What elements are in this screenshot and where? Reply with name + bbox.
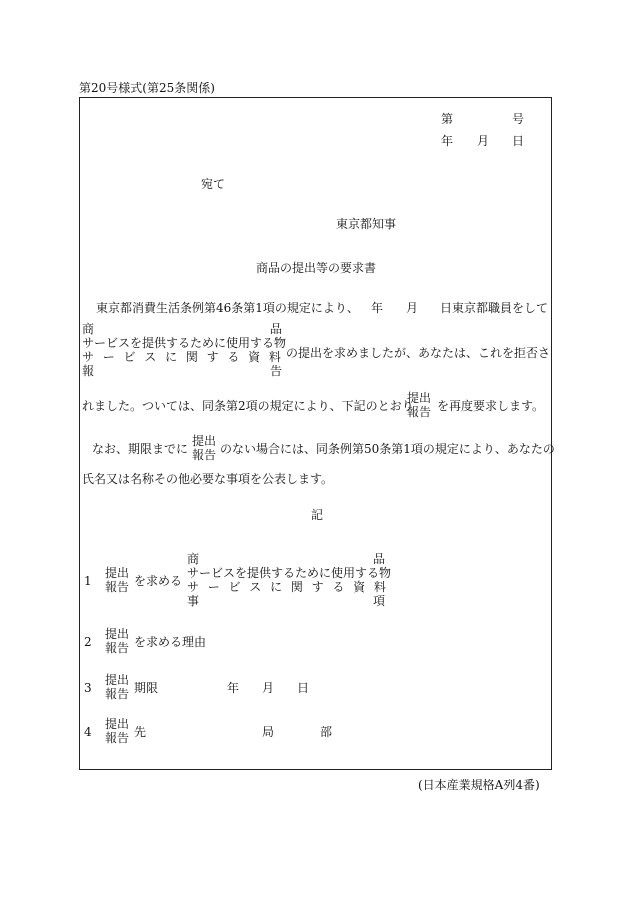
item3-day: 日 xyxy=(297,681,310,695)
item3-text: 期限 xyxy=(134,681,159,695)
item4-number: 4 xyxy=(84,725,92,739)
body-p3-start: れました。ついては、同条第2項の規定により、下記のとおり xyxy=(82,399,414,413)
form-frame xyxy=(79,97,552,770)
date-day-label: 日 xyxy=(512,134,525,148)
item3-year: 年 xyxy=(227,681,240,695)
choice-top-right: 品 xyxy=(270,322,283,336)
ki-heading: 記 xyxy=(311,508,324,522)
item4-bu: 部 xyxy=(320,725,333,739)
item3-choice-stack: 提出 報告 xyxy=(105,673,130,701)
item1-top-right: 品 xyxy=(373,552,386,566)
body-p1-year: 年 xyxy=(371,301,384,315)
date-month-label: 月 xyxy=(477,134,490,148)
item2-number: 2 xyxy=(84,635,92,649)
choice-bottom-right: 告 xyxy=(270,364,283,378)
item1-text: を求める xyxy=(134,574,183,588)
addressee: 宛て xyxy=(201,177,226,191)
p4-choice-stack: 提出 報告 xyxy=(192,434,217,462)
date-year-label: 年 xyxy=(441,134,454,148)
body-p1-start: 東京都消費生活条例第46条第1項の規定により、 xyxy=(96,301,359,315)
body-p5: 氏名又は名称その他必要な事項を公表します。 xyxy=(82,472,334,486)
body-p3-end: を再度要求します。 xyxy=(437,399,545,413)
body-p2-after: の提出を求めましたが、あなたは、これを拒否さ xyxy=(286,346,551,360)
item4-choice-stack: 提出 報告 xyxy=(105,717,130,745)
footer-note: (日本産業規格A列4番) xyxy=(418,778,540,792)
item1-number: 1 xyxy=(84,574,92,588)
item2-choice-stack: 提出 報告 xyxy=(105,627,130,655)
body-p1-month: 月 xyxy=(406,301,419,315)
item3-month: 月 xyxy=(262,681,275,695)
item2-text: を求める理由 xyxy=(134,635,207,649)
item1-service-line: サ ー ビ ス に 関 す る 資 料 xyxy=(187,580,386,594)
number-label-dai: 第 xyxy=(441,112,454,126)
item1-mid-line: サービスを提供するために使用する物 xyxy=(187,566,392,580)
number-label-go: 号 xyxy=(512,112,525,126)
document-title: 商品の提出等の要求書 xyxy=(256,261,377,275)
choice-top-left: 商 xyxy=(82,322,95,336)
form-title: 第20号様式(第25条関係) xyxy=(79,81,215,95)
issuer: 東京都知事 xyxy=(336,217,397,231)
item4-text: 先 xyxy=(134,725,147,739)
choice-service-line: サ ー ビ ス に 関 す る 資 料 xyxy=(82,350,281,364)
item1-choice-stack: 提出 報告 xyxy=(105,566,130,594)
item1-bottom-right: 項 xyxy=(373,594,386,608)
body-p1-end: 日東京都職員をして xyxy=(440,301,549,315)
choice-bottom-left: 報 xyxy=(82,364,95,378)
item1-top-left: 商 xyxy=(187,552,200,566)
item1-bottom-left: 事 xyxy=(187,594,200,608)
body-p4-start: なお、期限までに xyxy=(92,442,189,456)
item4-kyoku: 局 xyxy=(262,725,275,739)
p3-choice-stack: 提出 報告 xyxy=(407,391,432,419)
item3-number: 3 xyxy=(84,681,92,695)
choice-mid-line: サービスを提供するために使用する物 xyxy=(82,336,287,350)
body-p4-end: のない場合には、同条例第50条第1項の規定により、あなたの xyxy=(220,442,555,456)
